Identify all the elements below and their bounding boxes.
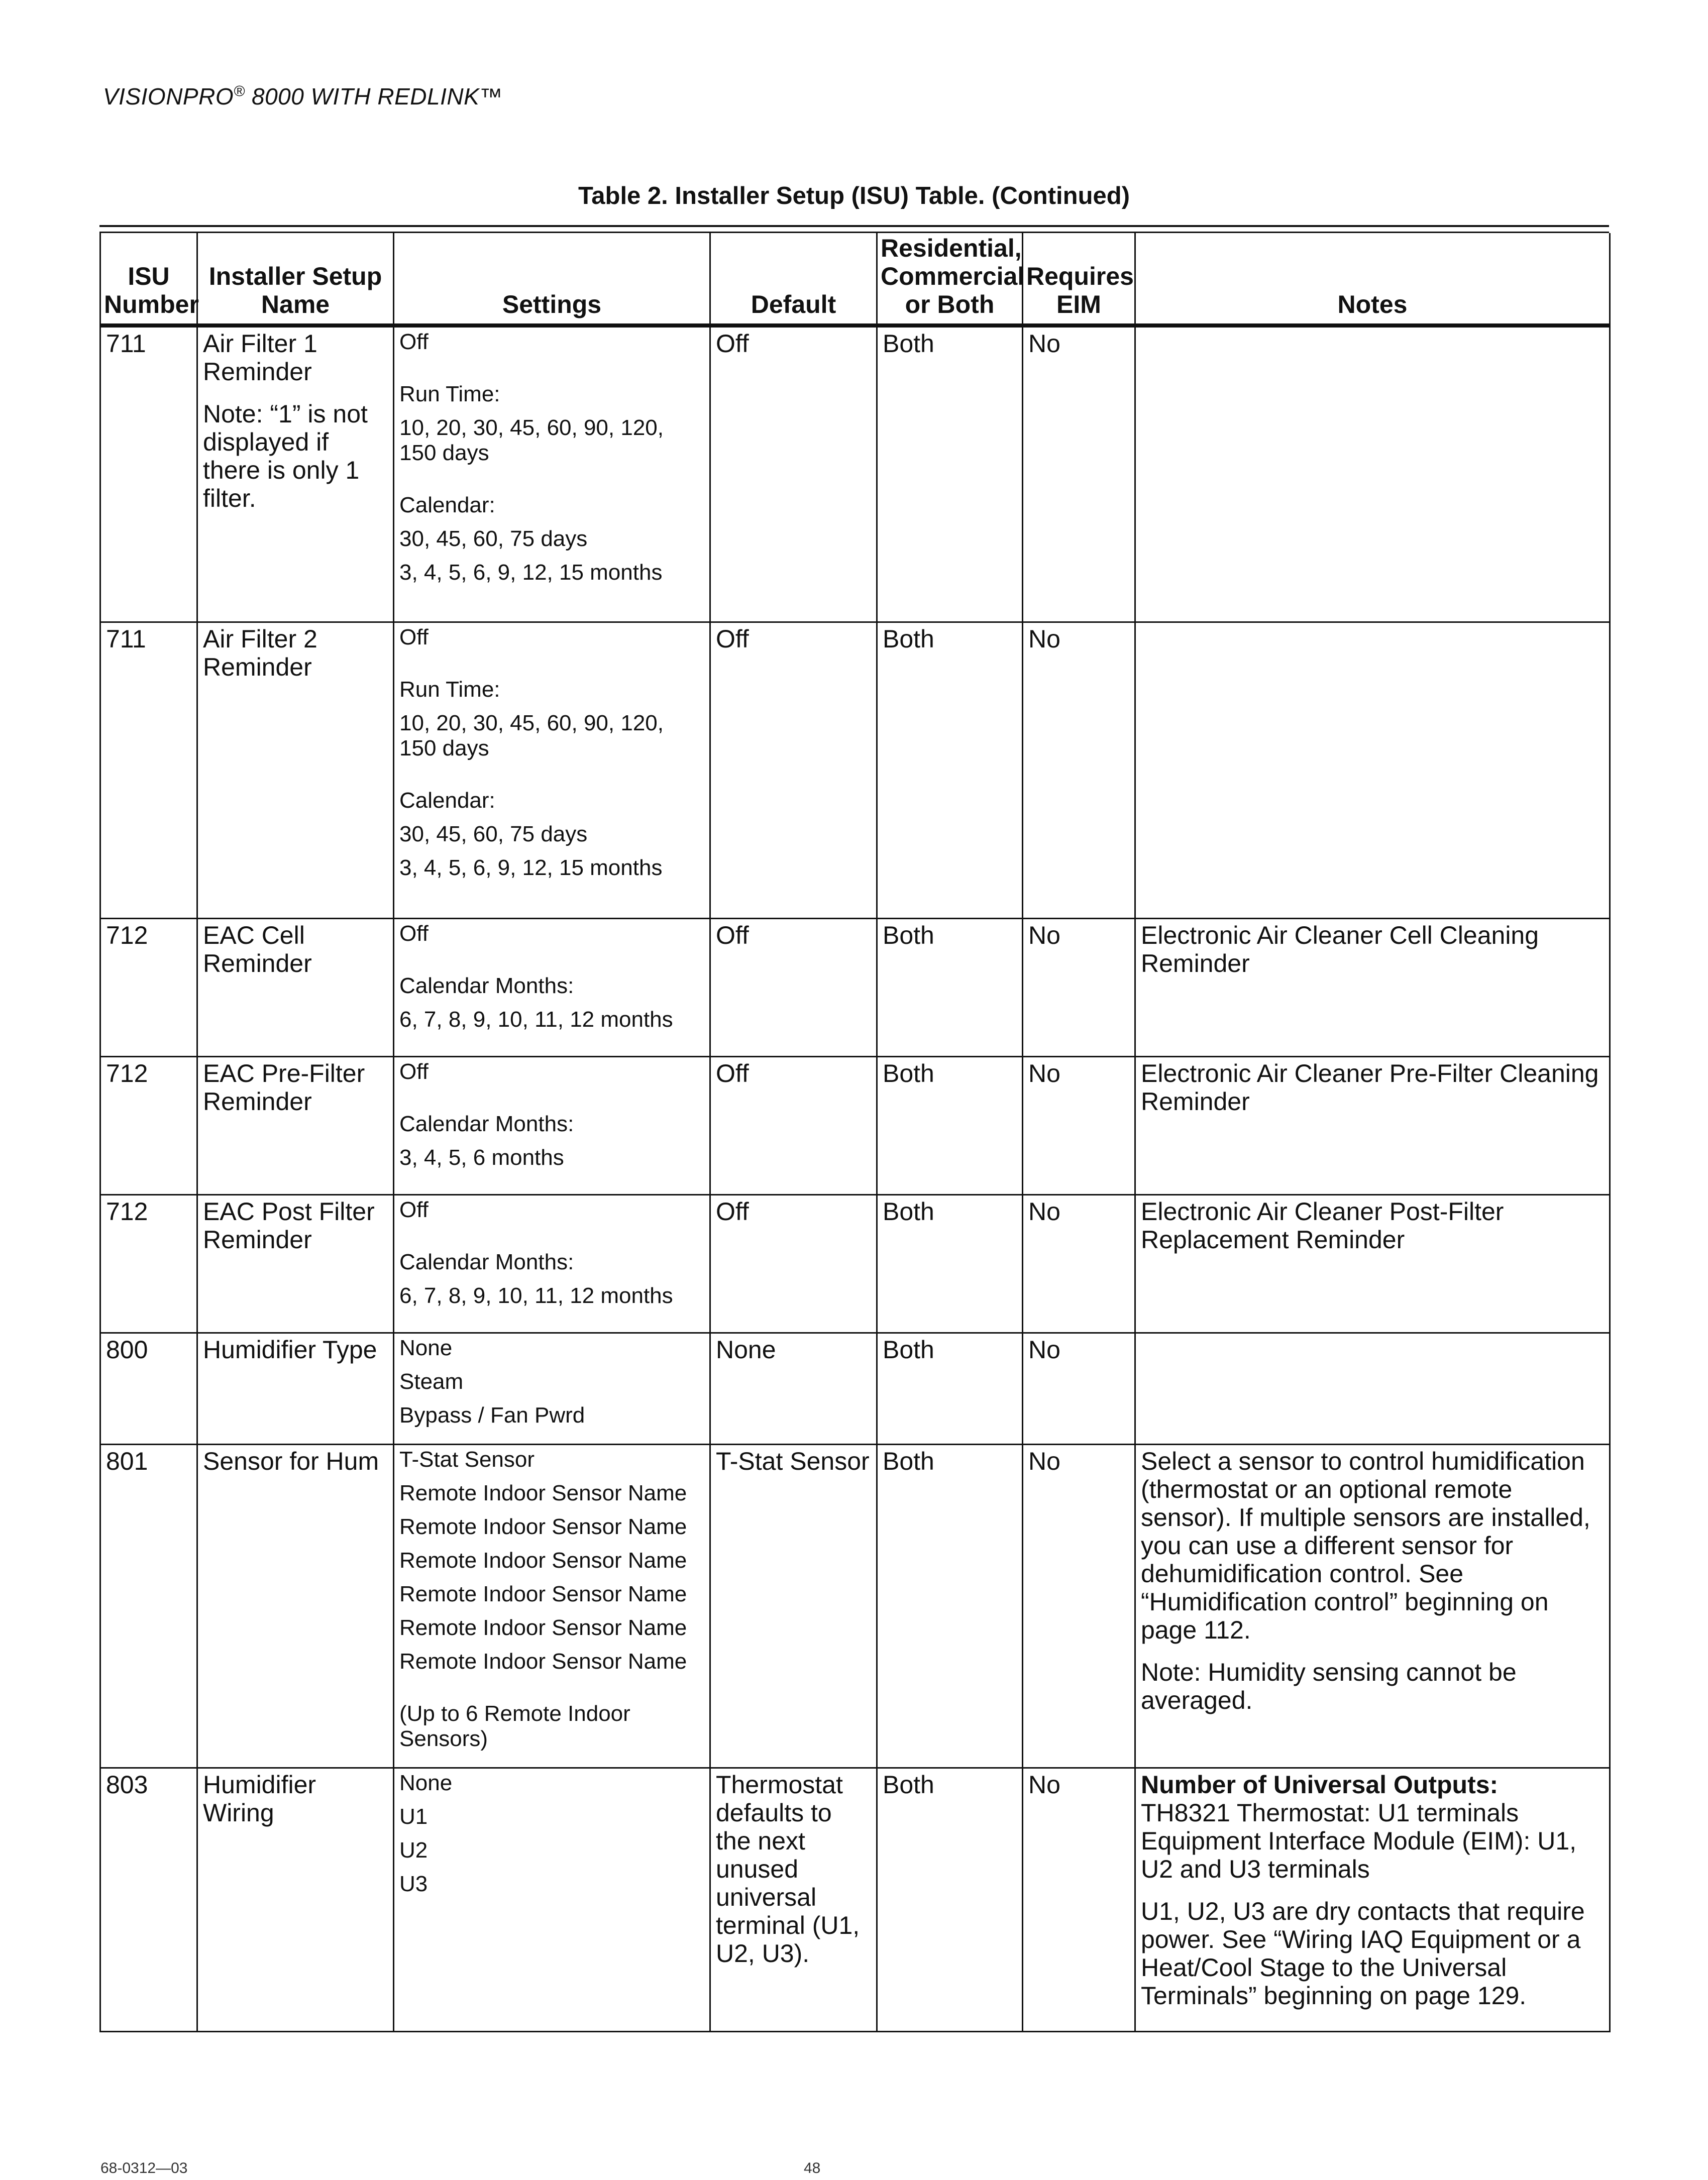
setting-option: 30, 45, 60, 75 days — [399, 821, 588, 846]
cell-default: T-Stat Sensor — [710, 1444, 877, 1768]
setup-name: Air Filter 1 Reminder — [203, 330, 317, 386]
setting-option: Off — [399, 921, 429, 946]
setting-option: None — [399, 1770, 453, 1795]
table-row — [100, 1056, 1610, 1194]
table-row — [100, 622, 1610, 918]
cell-res: Both — [877, 622, 1023, 918]
cell-name: Air Filter 2 Reminder — [197, 622, 394, 918]
isu-table-container — [99, 225, 1609, 2032]
table-top-rule — [99, 225, 1609, 233]
cell-default: Off — [710, 918, 877, 1056]
setting-option: 10, 20, 30, 45, 60, 90, 120, 150 days — [399, 415, 664, 465]
setting-option: 3, 4, 5, 6, 9, 12, 15 months — [399, 855, 663, 880]
col-header-notes: Notes — [1135, 233, 1610, 325]
setting-option: Run Time: — [399, 382, 500, 406]
setting-option: Off — [399, 1197, 429, 1222]
cell-notes — [1135, 622, 1610, 918]
cell-eim: No — [1023, 1444, 1135, 1768]
col-header-res: Residential, Commercial or Both — [877, 233, 1023, 325]
cell-isu: 803 — [100, 1768, 197, 2031]
table-row — [100, 1333, 1610, 1444]
cell-notes: Electronic Air Cleaner Pre-Filter Cleaning Reminder — [1135, 1056, 1610, 1194]
cell-res: Both — [877, 1194, 1023, 1333]
cell-name — [197, 325, 394, 622]
cell-settings — [394, 1444, 710, 1768]
cell-isu: 712 — [100, 918, 197, 1056]
document-header — [103, 83, 503, 110]
cell-settings — [394, 918, 710, 1056]
setting-option: 3, 4, 5, 6, 9, 12, 15 months — [399, 560, 663, 585]
cell-default: Off — [710, 325, 877, 622]
document-number: 68-0312—03 — [100, 2160, 188, 2176]
cell-name: Humidifier Wiring — [197, 1768, 394, 2031]
setting-option: Calendar Months: — [399, 1249, 574, 1274]
setting-option: Bypass / Fan Pwrd — [399, 1402, 585, 1428]
setting-option: None — [399, 1335, 453, 1360]
setting-option: 6, 7, 8, 9, 10, 11, 12 months — [399, 1007, 673, 1032]
cell-eim: No — [1023, 1768, 1135, 2031]
setting-option: Calendar Months: — [399, 1111, 574, 1136]
table-row — [100, 918, 1610, 1056]
brand-name: VISIONPRO — [103, 83, 234, 110]
cell-isu: 711 — [100, 325, 197, 622]
setting-option: Remote Indoor Sensor Name — [399, 1615, 687, 1640]
table-caption: Table 2. Installer Setup (ISU) Table. (Continued) — [578, 182, 1130, 209]
cell-res: Both — [877, 1444, 1023, 1768]
cell-isu: 801 — [100, 1444, 197, 1768]
cell-notes — [1135, 1333, 1610, 1444]
cell-settings — [394, 1056, 710, 1194]
table-row — [100, 1444, 1610, 1768]
setting-option: U3 — [399, 1871, 428, 1896]
cell-isu: 800 — [100, 1333, 197, 1444]
setting-option: (Up to 6 Remote Indoor Sensors) — [399, 1701, 630, 1751]
setting-option: Off — [399, 624, 429, 649]
cell-name: Humidifier Type — [197, 1333, 394, 1444]
cell-eim: No — [1023, 1056, 1135, 1194]
isu-table — [99, 233, 1611, 2032]
table-row — [100, 1768, 1610, 2031]
col-header-default: Default — [710, 233, 877, 325]
cell-res: Both — [877, 918, 1023, 1056]
cell-res: Both — [877, 1056, 1023, 1194]
cell-eim: No — [1023, 1333, 1135, 1444]
table-header-row — [100, 233, 1610, 325]
notes-text-extra: U1, U2, U3 are dry contacts that require power. See “Wiring IAQ Equipment or a Heat/Cool Stage to the Universal Terminals” beginning on page 129. — [1141, 1897, 1585, 2010]
cell-notes — [1135, 1444, 1610, 1768]
cell-default: Off — [710, 622, 877, 918]
col-header-settings: Settings — [394, 233, 710, 325]
setting-option: Off — [399, 1059, 429, 1084]
page-number: 48 — [804, 2160, 821, 2176]
cell-notes — [1135, 1768, 1610, 2031]
notes-heading: Number of Universal Outputs: — [1141, 1770, 1499, 1799]
cell-res: Both — [877, 1768, 1023, 2031]
setting-option: 6, 7, 8, 9, 10, 11, 12 months — [399, 1283, 673, 1308]
cell-res: Both — [877, 325, 1023, 622]
setup-name-note: Note: “1” is not displayed if there is only 1 filter. — [203, 400, 368, 512]
col-header-name: Installer Setup Name — [197, 233, 394, 325]
cell-default: Thermostat defaults to the next unused universal terminal (U1, U2, U3). — [710, 1768, 877, 2031]
setting-option: Run Time: — [399, 677, 500, 702]
setting-option: U2 — [399, 1837, 428, 1863]
cell-eim: No — [1023, 622, 1135, 918]
setting-option: Calendar Months: — [399, 973, 574, 998]
cell-default: Off — [710, 1056, 877, 1194]
col-header-eim: Requires EIM — [1023, 233, 1135, 325]
setting-option: Steam — [399, 1369, 464, 1394]
cell-notes: Electronic Air Cleaner Cell Cleaning Reminder — [1135, 918, 1610, 1056]
cell-name: EAC Pre-Filter Reminder — [197, 1056, 394, 1194]
table-row — [100, 325, 1610, 622]
setting-option: Calendar: — [399, 788, 495, 813]
cell-settings — [394, 325, 710, 622]
setting-option: 10, 20, 30, 45, 60, 90, 120, 150 days — [399, 710, 664, 760]
setting-option: Remote Indoor Sensor Name — [399, 1649, 687, 1674]
cell-eim: No — [1023, 1194, 1135, 1333]
table-row — [100, 1194, 1610, 1333]
cell-settings — [394, 1194, 710, 1333]
notes-text-extra: Note: Humidity sensing cannot be averaged. — [1141, 1658, 1517, 1714]
cell-settings — [394, 1768, 710, 2031]
setting-option: Remote Indoor Sensor Name — [399, 1581, 687, 1606]
setting-option: T-Stat Sensor — [399, 1447, 535, 1472]
cell-name: Sensor for Hum — [197, 1444, 394, 1768]
setting-option: Off — [399, 330, 429, 354]
cell-default: Off — [710, 1194, 877, 1333]
cell-settings — [394, 1333, 710, 1444]
setting-option: Calendar: — [399, 493, 495, 517]
cell-default: None — [710, 1333, 877, 1444]
cell-eim: No — [1023, 325, 1135, 622]
col-header-isu: ISU Number — [100, 233, 197, 325]
cell-isu: 711 — [100, 622, 197, 918]
cell-settings — [394, 622, 710, 918]
setting-option: Remote Indoor Sensor Name — [399, 1480, 687, 1505]
notes-text: Select a sensor to control humidification (thermostat or an optional remote sensor). If multiple sensors are installed, you can use a different sensor for dehumidification control. See “Humidification control” beginning on page 112. — [1141, 1447, 1590, 1644]
cell-res: Both — [877, 1333, 1023, 1444]
cell-notes: Electronic Air Cleaner Post-Filter Replacement Reminder — [1135, 1194, 1610, 1333]
setting-option: U1 — [399, 1804, 428, 1829]
setting-option: Remote Indoor Sensor Name — [399, 1514, 687, 1539]
notes-text: TH8321 Thermostat: U1 terminals Equipment Interface Module (EIM): U1, U2 and U3 terminals — [1141, 1798, 1577, 1883]
cell-isu: 712 — [100, 1056, 197, 1194]
cell-name: EAC Cell Reminder — [197, 918, 394, 1056]
cell-notes — [1135, 325, 1610, 622]
setting-option: 30, 45, 60, 75 days — [399, 526, 588, 551]
setting-option: 3, 4, 5, 6 months — [399, 1145, 564, 1170]
cell-eim: No — [1023, 918, 1135, 1056]
cell-isu: 712 — [100, 1194, 197, 1333]
brand-model: 8000 WITH REDLINK™ — [245, 83, 503, 110]
cell-name: EAC Post Filter Reminder — [197, 1194, 394, 1333]
registered-mark: ® — [234, 83, 245, 100]
setting-option: Remote Indoor Sensor Name — [399, 1548, 687, 1573]
